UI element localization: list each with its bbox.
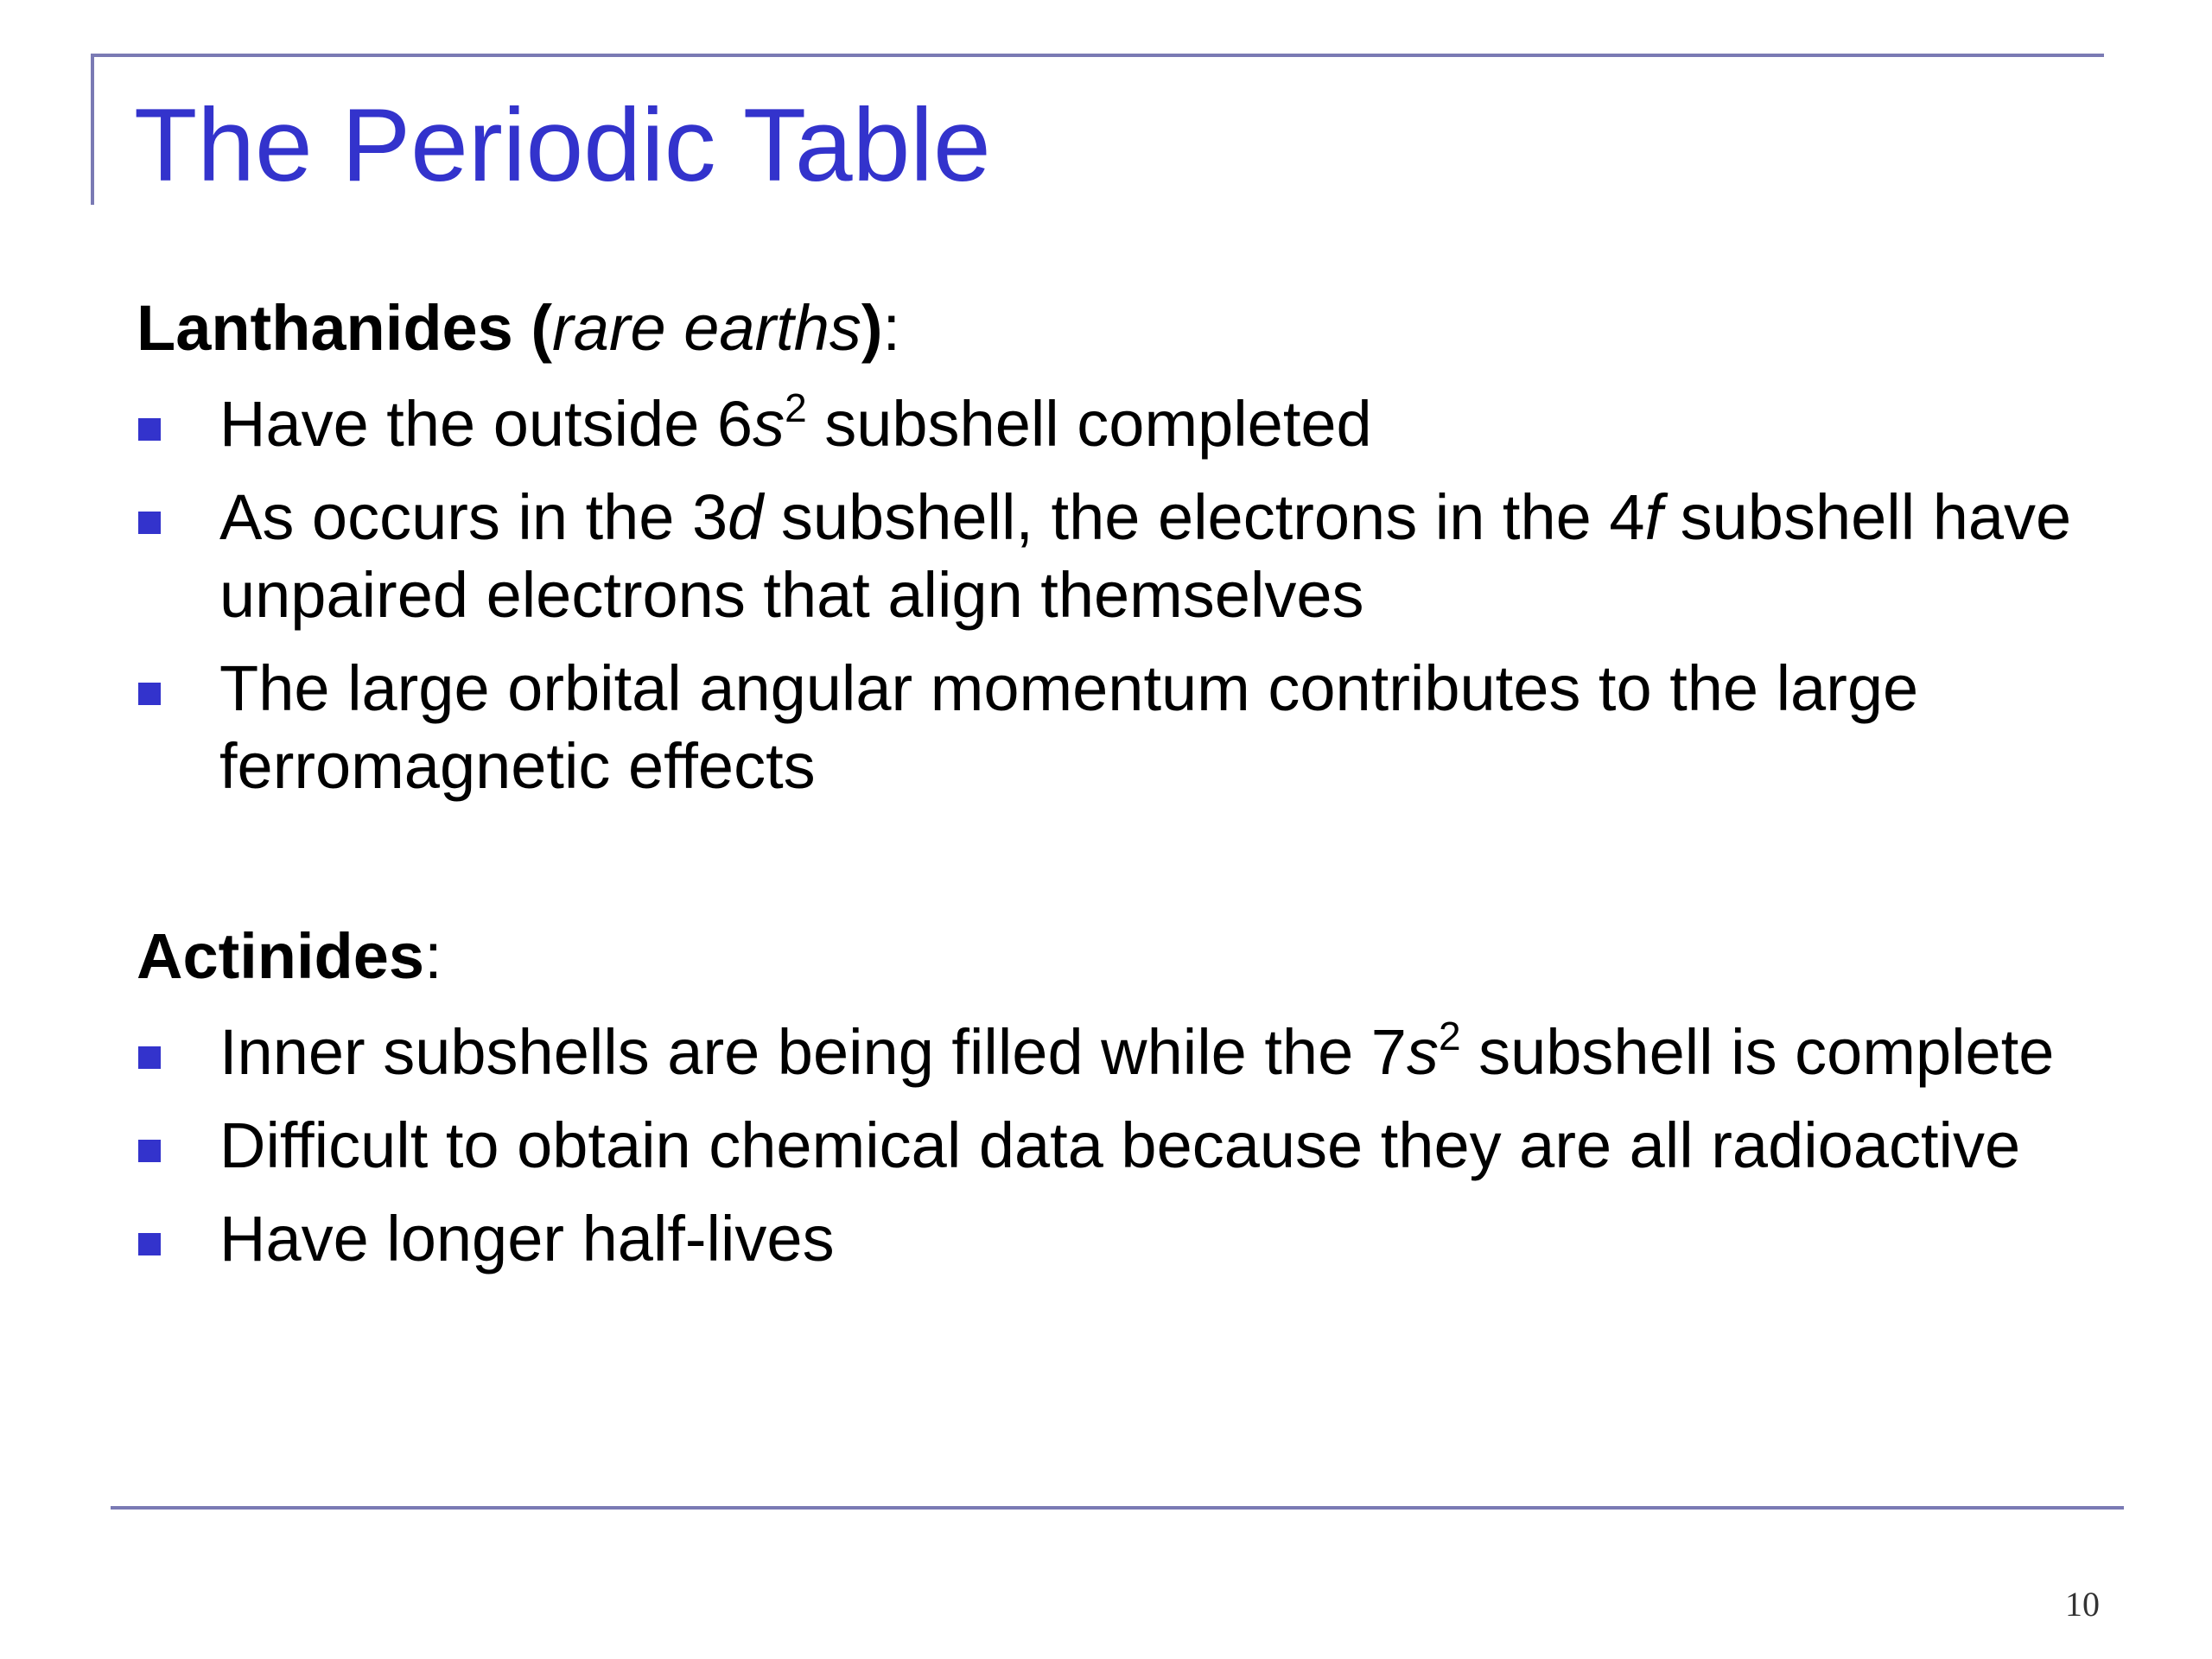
bullet-text <box>219 652 1918 802</box>
square-bullet-icon <box>138 1233 161 1255</box>
title-top-rule <box>91 54 2104 57</box>
text-run: subshell is complete <box>1460 1016 2055 1088</box>
italic-symbol: f <box>1644 481 1663 553</box>
lanthanides-heading-colon: : <box>882 292 901 364</box>
list-item <box>137 1200 2124 1278</box>
text-run: The large orbital angular momentum contributes to the large ferromagnetic effects <box>219 652 1919 802</box>
list-item <box>137 385 2124 463</box>
actinides-bullet-list <box>137 1014 2124 1294</box>
italic-symbol: d <box>728 481 764 553</box>
text-run: Inner subshells are being filled while the 7 <box>219 1016 1407 1088</box>
superscript: 2 <box>1438 1014 1461 1058</box>
text-run: subshell have unpaired electrons that align themselves <box>219 481 2072 631</box>
square-bullet-icon <box>138 512 161 534</box>
lanthanides-heading <box>137 289 900 367</box>
actinides-heading-colon: : <box>424 920 442 992</box>
bullet-text <box>219 1203 835 1274</box>
bullet-text <box>219 385 1372 460</box>
bullet-text <box>219 1109 2020 1181</box>
lanthanides-heading-open-paren: ( <box>512 292 553 364</box>
superscript: 2 <box>785 385 807 430</box>
lanthanides-heading-italic: rare earths <box>552 292 861 364</box>
lanthanides-heading-bold: Lanthanides <box>137 292 513 364</box>
square-bullet-icon <box>138 1046 161 1069</box>
list-item <box>137 1107 2124 1185</box>
list-item <box>137 1014 2124 1091</box>
text-run: Have longer half-lives <box>219 1203 835 1274</box>
text-run: Have the outside 6 <box>219 388 753 460</box>
text-run: subshell, the electrons in the 4 <box>763 481 1645 553</box>
square-bullet-icon <box>138 418 161 441</box>
list-item <box>137 650 2124 805</box>
italic-symbol: s <box>1406 1016 1439 1088</box>
text-run: As occurs in the 3 <box>219 481 728 553</box>
text-run: subshell completed <box>806 388 1372 460</box>
title-left-rule <box>91 54 94 205</box>
text-run: Difficult to obtain chemical data because they are all radioactive <box>219 1109 2021 1181</box>
slide-title: The Periodic Table <box>134 87 991 203</box>
bullet-text <box>219 481 2071 631</box>
bullet-text <box>219 1016 2054 1088</box>
square-bullet-icon <box>138 1140 161 1162</box>
page-number: 10 <box>2065 1585 2100 1624</box>
actinides-heading-bold: Actinides <box>137 920 425 992</box>
actinides-heading <box>137 918 442 995</box>
lanthanides-bullet-list <box>137 385 2124 821</box>
square-bullet-icon <box>138 683 161 705</box>
italic-symbol: s <box>753 388 785 460</box>
lanthanides-heading-close-paren: ) <box>861 292 883 364</box>
list-item <box>137 479 2124 634</box>
footer-rule <box>111 1506 2124 1510</box>
